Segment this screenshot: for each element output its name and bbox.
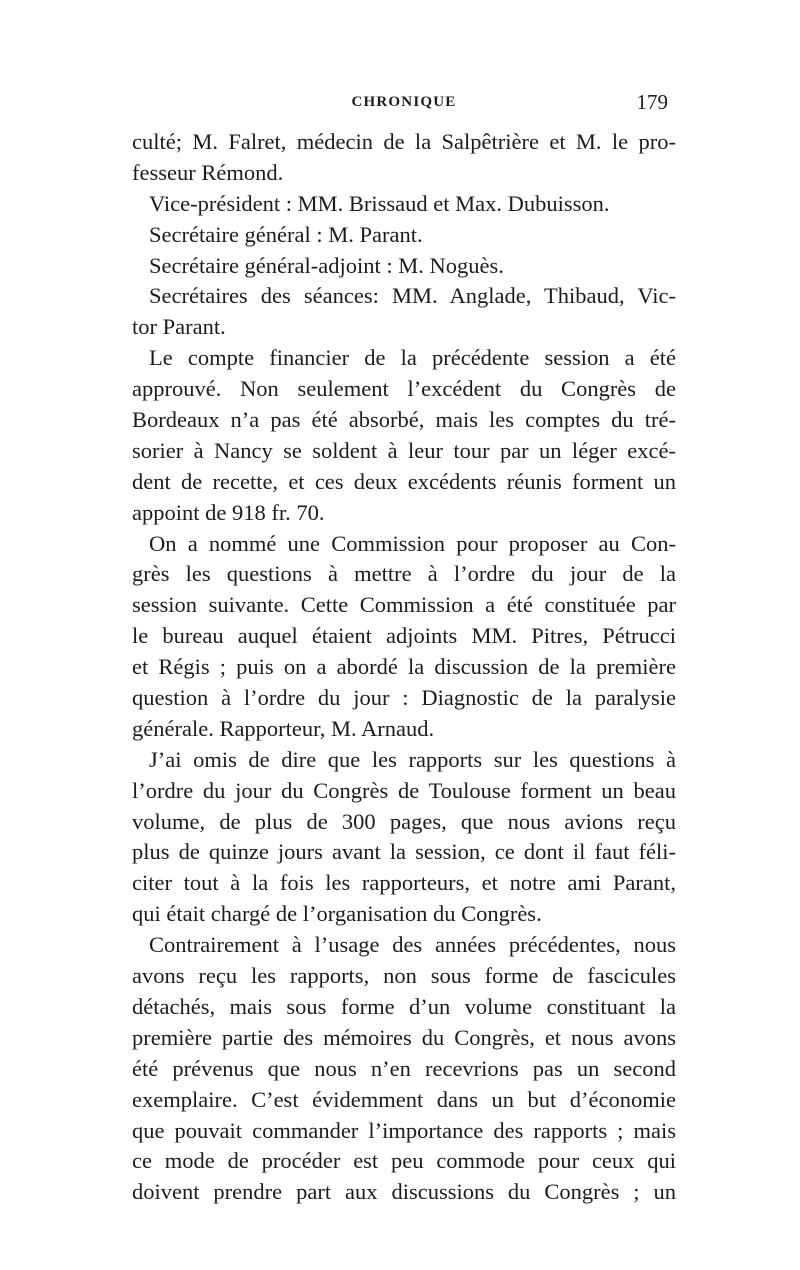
text-line: fesseur Rémond. xyxy=(132,159,284,185)
text-line: Secrétaire général : M. Parant. xyxy=(149,221,423,247)
text-line: détachés, mais sous forme d’un volume constituant la xyxy=(132,993,676,1019)
text-line: le bureau auquel étaient adjoints MM. Pitres, Pétrucci xyxy=(132,623,676,649)
page-header xyxy=(132,90,676,122)
text-line: culté; M. Falret, médecin de la Salpêtrière et M. le pro- xyxy=(132,129,676,154)
text-line: ce mode de procéder est peu commode pour ceux qui xyxy=(132,1148,676,1174)
text-line: été prévenus que nous n’en recevrions pas un second xyxy=(132,1055,676,1081)
text-line: qui était chargé de l’organisation du Congrès. xyxy=(132,901,542,927)
text-line: exemplaire. C’est évidemment dans un but d’économie xyxy=(132,1086,676,1112)
body-text xyxy=(132,127,676,1208)
text-line: J’ai omis de dire que les rapports sur les questions à xyxy=(149,746,676,772)
text-line: grès les questions à mettre à l’ordre du jour de la xyxy=(132,561,676,587)
text-line: Contrairement à l’usage des années précédentes, nous xyxy=(149,932,676,958)
text-line: On a nommé une Commission pour proposer au Con- xyxy=(149,530,676,556)
text-line: approuvé. Non seulement l’excédent du Congrès de xyxy=(132,376,676,402)
text-line: que pouvait commander l’importance des rapports ; mais xyxy=(132,1117,676,1143)
text-line: Le compte financier de la précédente session a été xyxy=(149,345,676,371)
text-line: et Régis ; puis on a abordé la discussion de la première xyxy=(132,654,676,680)
text-line: question à l’ordre du jour : Diagnostic de la paralysie xyxy=(132,685,676,711)
text-line: appoint de 918 fr. 70. xyxy=(132,499,325,525)
text-line: l’ordre du jour du Congrès de Toulouse forment un beau xyxy=(132,777,676,803)
text-line: Secrétaires des séances: MM. Anglade, Thibaud, Vic- xyxy=(149,283,676,309)
text-line: session suivante. Cette Commission a été constituée par xyxy=(132,592,676,618)
text-line: première partie des mémoires du Congrès, et nous avons xyxy=(132,1024,676,1050)
text-line: Bordeaux n’a pas été absorbé, mais les comptes du tré- xyxy=(132,407,676,433)
text-line: tor Parant. xyxy=(132,314,226,340)
text-line: volume, de plus de 300 pages, que nous avions reçu xyxy=(132,808,676,834)
text-line: générale. Rapporteur, M. Arnaud. xyxy=(132,715,435,741)
text-line: dent de recette, et ces deux excédents réunis forment un xyxy=(132,468,676,494)
text-line: Secrétaire général-adjoint : M. Noguès. xyxy=(149,252,504,278)
text-line: sorier à Nancy se soldent à leur tour par un léger excé- xyxy=(132,437,676,463)
text-line: Vice-président : MM. Brissaud et Max. Dubuisson. xyxy=(149,190,610,216)
page-number: 179 xyxy=(636,90,668,114)
text-line: avons reçu les rapports, non sous forme de fascicules xyxy=(132,963,676,989)
text-line: doivent prendre part aux discussions du Congrès ; un xyxy=(132,1179,676,1205)
running-title: CHRONIQUE xyxy=(351,94,457,110)
text-line: citer tout à la fois les rapporteurs, et notre ami Parant, xyxy=(132,870,676,896)
text-line: plus de quinze jours avant la session, ce dont il faut féli- xyxy=(132,839,676,865)
